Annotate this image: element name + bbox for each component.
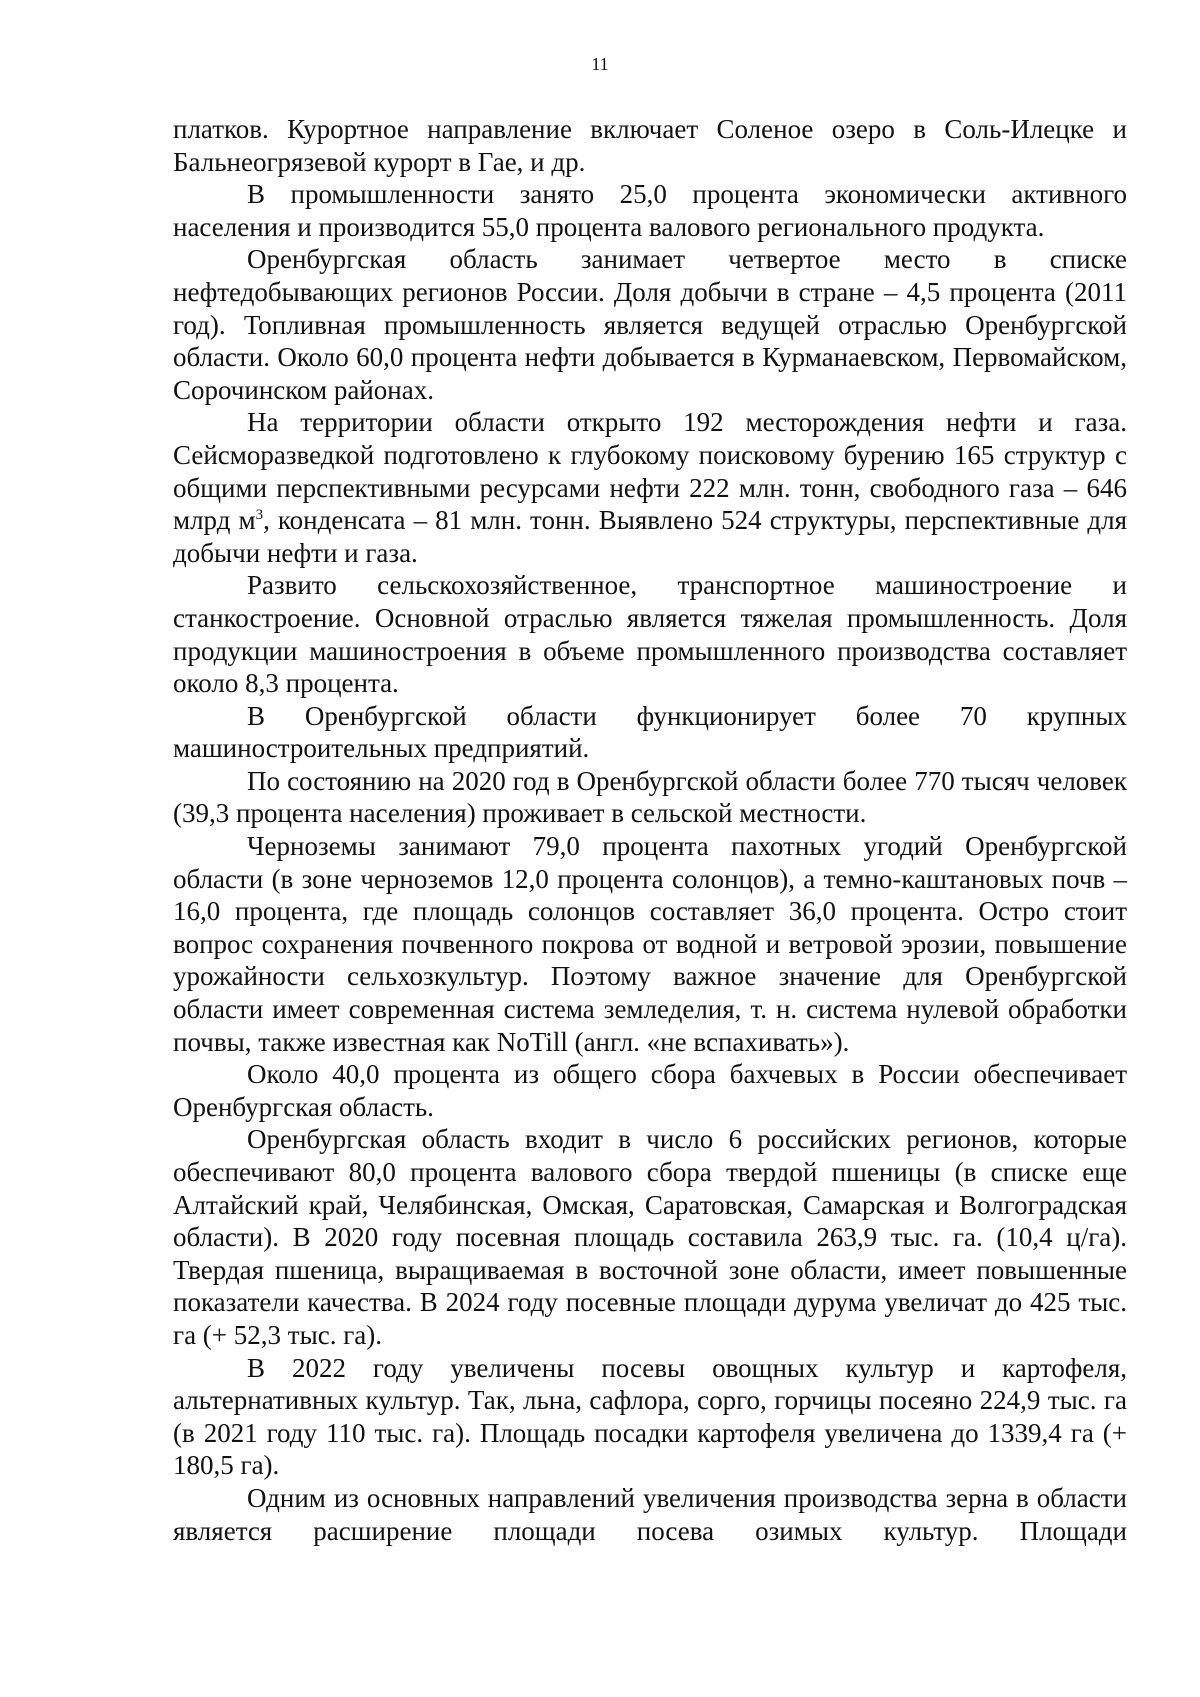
superscript-3: 3 <box>255 507 264 524</box>
paragraph-10: Оренбургская область входит в число 6 российских регионов, которые обеспечивают 80,0 процента валового сбора твердой пшеницы (в списке еще Алтайский край, Челябинская, Омская, Саратовская, Самарская и Волгоградская области). В 2020 году посевная площадь составила 263,9 тыс. га. (10,4 ц/га). Твердая пшеница, выращиваемая в восточной зоне области, имеет повышенные показатели качества. В 2024 году посевные площади дурума увеличат до 425 тыс. га (+ 52,3 тыс. га). <box>173 1124 1127 1350</box>
page-number: 11 <box>591 54 609 74</box>
paragraph-6: В Оренбургской области функционирует более 70 крупных машиностроительных предприятий. <box>173 700 1127 764</box>
paragraph-4-text-a: На территории области открыто 192 месторождения нефти и газа. Сейсморазведкой подготовлено к глубокому поисковому бурению 165 структур с общими перспективными ресурсами нефти 222 млн. тонн, свободного газа – 646 млрд м <box>173 407 1127 536</box>
paragraph-3: Оренбургская область занимает четвертое место в списке нефтедобывающих регионов России. Доля добычи в стране – 4,5 процента (2011 год). Топливная промышленность является ведущей отраслью Оренбургской области. Около 60,0 процента нефти добывается в Курманаевском, Первомайском, Сорочинском районах. <box>173 244 1127 405</box>
paragraph-7: По состоянию на 2020 год в Оренбургской области более 770 тысяч человек (39,3 процента населения) проживает в сельской местности. <box>173 765 1127 829</box>
document-body <box>173 113 1127 1547</box>
paragraph-2: В промышленности занято 25,0 процента экономически активного населения и производится 55,0 процента валового регионального продукта. <box>173 179 1127 242</box>
paragraph-9: Около 40,0 процента из общего сбора бахчевых в России обеспечивает Оренбургская область. <box>173 1059 1127 1122</box>
paragraph-8: Черноземы занимают 79,0 процента пахотных угодий Оренбургской области (в зоне черноземов 12,0 процента солонцов), а темно-каштановых почв – 16,0 процента, где площадь солонцов составляет 36,0 процента. Остро стоит вопрос сохранения почвенного покрова от водной и ветровой эрозии, повышение урожайности сельхозкультур. Поэтому важное значение для Оренбургской области имеет современная система земледелия, т. н. система нулевой обработки почвы, также известная как NoTill (англ. «не вспахивать»). <box>173 831 1127 1057</box>
paragraph-4 <box>173 406 1127 569</box>
paragraph-12: Одним из основных направлений увеличения производства зерна в области является расширение площади посева озимых культур. Площади <box>173 1482 1127 1546</box>
paragraph-4-text-b: , конденсата – 81 млн. тонн. Выявлено 524 структуры, перспективные для добычи нефти и газа. <box>173 505 1128 568</box>
paragraph-11: В 2022 году увеличены посевы овощных культур и картофеля, альтернативных культур. Так, льна, сафлора, сорго, горчицы посеяно 224,9 тыс. га (в 2021 году 110 тыс. га). Площадь посадки картофеля увеличена до 1339,4 га (+ 180,5 га). <box>173 1352 1127 1481</box>
paragraph-1: платков. Курортное направление включает Соленое озеро в Соль-Илецке и Бальнеогрязевой курорт в Гае, и др. <box>173 114 1127 177</box>
paragraph-5: Развито сельскохозяйственное, транспортное машиностроение и станкостроение. Основной отраслью является тяжелая промышленность. Доля продукции машиностроения в объеме промышленного производства составляет около 8,3 процента. <box>173 570 1127 699</box>
